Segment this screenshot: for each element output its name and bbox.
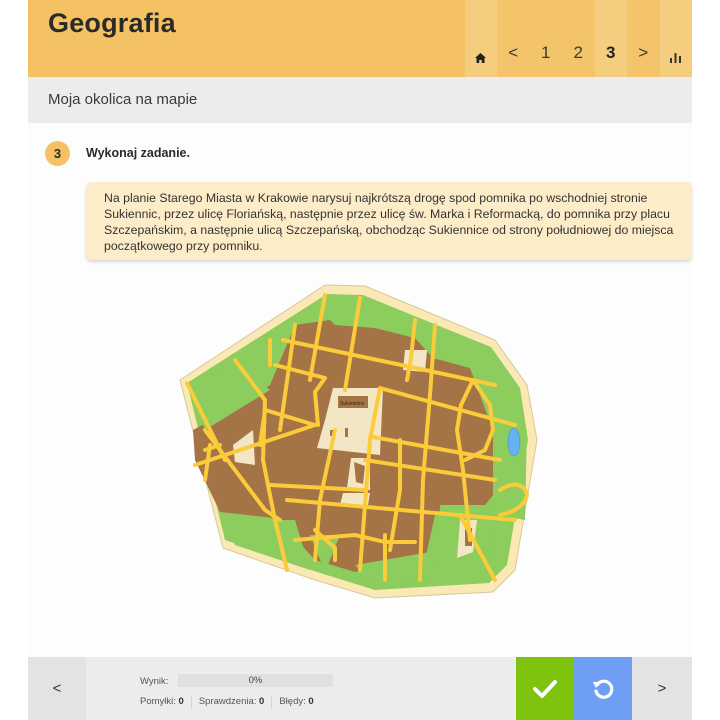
nav-page-1[interactable] (530, 0, 563, 77)
stat-errors (279, 696, 313, 707)
nav-prev-button[interactable] (497, 0, 530, 77)
score-value: 0% (248, 675, 263, 686)
home-icon (475, 53, 486, 63)
task-number-badge: 3 (45, 141, 70, 166)
divider (191, 695, 192, 708)
map-label-sukiennice: Sukiennice (340, 401, 365, 407)
stat-errors-label: Błędy: (279, 696, 306, 707)
nav-next-button[interactable] (627, 0, 660, 77)
nav-stats-button[interactable] (660, 0, 693, 77)
bar-chart-icon (670, 53, 681, 63)
nav-page-3[interactable] (595, 0, 628, 77)
footer-bar (28, 657, 692, 720)
footer-next-button[interactable] (632, 657, 692, 720)
reset-icon (591, 677, 615, 701)
subheader (28, 77, 692, 123)
nav-page-2[interactable] (562, 0, 595, 77)
nav-page-2-label: 2 (573, 43, 583, 62)
stat-mistakes-value: 0 (178, 696, 184, 707)
stat-mistakes-label: Pomyłki: (140, 696, 176, 707)
footer-prev-button[interactable] (28, 657, 86, 720)
nav-page-3-label: 3 (606, 43, 616, 62)
app-container (28, 0, 692, 720)
chevron-left-icon: < (508, 43, 519, 62)
nav-page-1-label: 1 (541, 43, 551, 62)
task-title: Wykonaj zadanie. (86, 146, 190, 160)
check-answer-button[interactable] (516, 657, 574, 720)
chevron-left-icon: < (52, 680, 62, 697)
stat-mistakes (140, 696, 184, 707)
nav-home-button[interactable] (465, 0, 498, 77)
stat-errors-value: 0 (308, 696, 314, 707)
score-label: Wynik: (140, 676, 169, 687)
stat-checks-label: Sprawdzenia: (198, 696, 257, 707)
top-navigation (465, 0, 693, 77)
stats-row (140, 695, 314, 708)
stat-checks (199, 696, 265, 707)
chevron-right-icon: > (657, 680, 667, 697)
krakow-old-town-map[interactable] (175, 280, 540, 600)
page-title: Geografia (48, 8, 176, 38)
divider (271, 695, 272, 708)
section-title: Moja okolica na mapie (48, 91, 198, 108)
map-canvas[interactable] (175, 280, 540, 600)
reset-button[interactable] (574, 657, 632, 720)
score-progress-bar (178, 674, 333, 687)
header (28, 0, 692, 77)
checkmark-icon (533, 680, 557, 698)
chevron-right-icon: > (638, 43, 649, 62)
stat-checks-value: 0 (259, 696, 265, 707)
task-instruction: Na planie Starego Miasta w Krakowie narysuj najkrótszą drogę spod pomnika po wschodniej stronie Sukiennic, przez ulicę Floriańską, następnie przez ulicę św. Marka i Reformacką, do pomnika przy placu Szczepańskim, a następnie ulicą Szczepańską, obchodząc Sukiennice od strony południowej do miejsca początkowego przy pomniku. (86, 182, 692, 260)
